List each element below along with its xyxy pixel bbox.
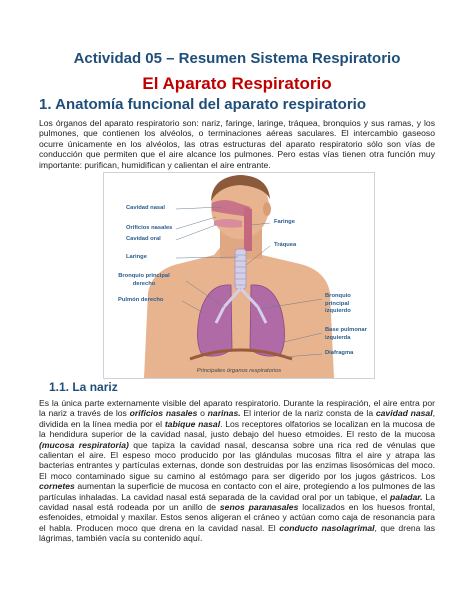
term-tabique-nasal: tabique nasal bbox=[164, 418, 221, 429]
text-run: El interior de la nariz consta de la bbox=[240, 408, 376, 419]
label-cavidad-oral: Cavidad oral bbox=[126, 236, 161, 242]
text-run: localizados en los huesos frontal, esfenoides, etmoidal y maxilar. Estos senos aligeran el cráneo y actúan como caja de resonancia para el habla. Producen moco que drena en la cavidad nasal. El bbox=[39, 502, 435, 533]
label-orificios-nasales: Orificios nasales bbox=[126, 225, 173, 231]
ear-shape bbox=[263, 202, 271, 216]
label-bronquio-izquierdo: Bronquio principal izquierdo bbox=[325, 293, 351, 314]
label-faringe: Faringe bbox=[274, 219, 295, 225]
term-orificios-nasales: orificios nasales bbox=[129, 408, 198, 419]
text-run: que tapiza la cavidad nasal, descansa sobre una rica red de vénulas que calientan el aire. El espeso moco producido por las glándulas mucosas filtra el aire y atrapa las bacterias entrantes y partículas externas, donde son destruidas por las enzimas lisosómicas del moco. El moco contaminado sigue su camino al estómago para ser digerido por los jugos gástricos. Los bbox=[39, 439, 435, 481]
text-run: La cavidad nasal está rodeada por un anillo de bbox=[39, 491, 435, 513]
section-heading-1-1: 1.1. La nariz bbox=[49, 380, 118, 394]
section-heading-1: 1. Anatomía funcional del aparato respiratorio bbox=[39, 96, 367, 113]
activity-title: Actividad 05 – Resumen Sistema Respiratorio bbox=[73, 50, 401, 67]
term-senos-paranasales: senos paranasales bbox=[219, 502, 299, 513]
section-1-paragraph: Los órganos del aparato respiratorio son: nariz, faringe, laringe, tráquea, bronquios y sus ramas, y los pulmones, que contienen los alvéolos, o terminaciones aéreas saculares. El intercambio gaseoso ocurre únicamente en los alvéolos, las otras estructuras del aparato respiratorio sólo son vías de conducción que permiten que el aire alcance los pulmones. Pero estas vías tienen otra función muy importante: purifican, humidifican y calientan el aire entrante. bbox=[39, 118, 435, 170]
label-diafragma: Diafragma bbox=[325, 350, 354, 356]
respiratory-figure bbox=[103, 172, 375, 379]
label-base-pulmonar: Base pulmonar izquierda bbox=[325, 327, 367, 341]
term-paladar: paladar. bbox=[390, 491, 423, 502]
pharynx-shape bbox=[244, 207, 252, 251]
label-bronquio-derecho: Bronquio principal derecho bbox=[118, 273, 170, 287]
label-cavidad-nasal: Cavidad nasal bbox=[126, 205, 165, 211]
text-run: aumentan la superficie de mucosa en contacto con el aire, protegiendo a los pulmones de las partículas inhaladas. La cavidad nasal está separada de la cavidad oral por un tabique, el bbox=[39, 481, 435, 502]
term-cornetes: cornetes bbox=[39, 481, 75, 492]
label-pulmon-derecho: Pulmón derecho bbox=[118, 297, 164, 303]
text-run: , que drena las lágrimas, también vacía su contenido aquí. bbox=[39, 522, 435, 544]
text-run: o bbox=[197, 408, 208, 419]
text-run: . Los receptores olfatorios se localizan en la mucosa de la hendidura superior de la cavidad nasal, justo debajo del hueso etmoides. El resto de la mucosa bbox=[39, 418, 436, 440]
text-run: Es la única parte externamente visible del aparato respiratorio. Durante la respiración, el aire entra por la nariz a través de los bbox=[39, 398, 435, 419]
term-mucosa-respiratoria: (mucosa respiratoria) bbox=[39, 439, 129, 450]
term-cavidad-nasal: cavidad nasal bbox=[375, 408, 433, 419]
main-title: El Aparato Respiratorio bbox=[142, 74, 332, 93]
term-conducto-nasolagrimal: conducto nasolagrimal bbox=[279, 522, 375, 533]
section-1-1-paragraph bbox=[39, 398, 435, 544]
text-run: , dividida en la línea media por el bbox=[39, 408, 435, 429]
label-traquea: Tráquea bbox=[274, 242, 297, 248]
term-narinas: narinas. bbox=[207, 408, 241, 419]
label-laringe: Laringe bbox=[126, 254, 147, 260]
figure-caption: Principales órganos respiratorios bbox=[196, 368, 282, 374]
